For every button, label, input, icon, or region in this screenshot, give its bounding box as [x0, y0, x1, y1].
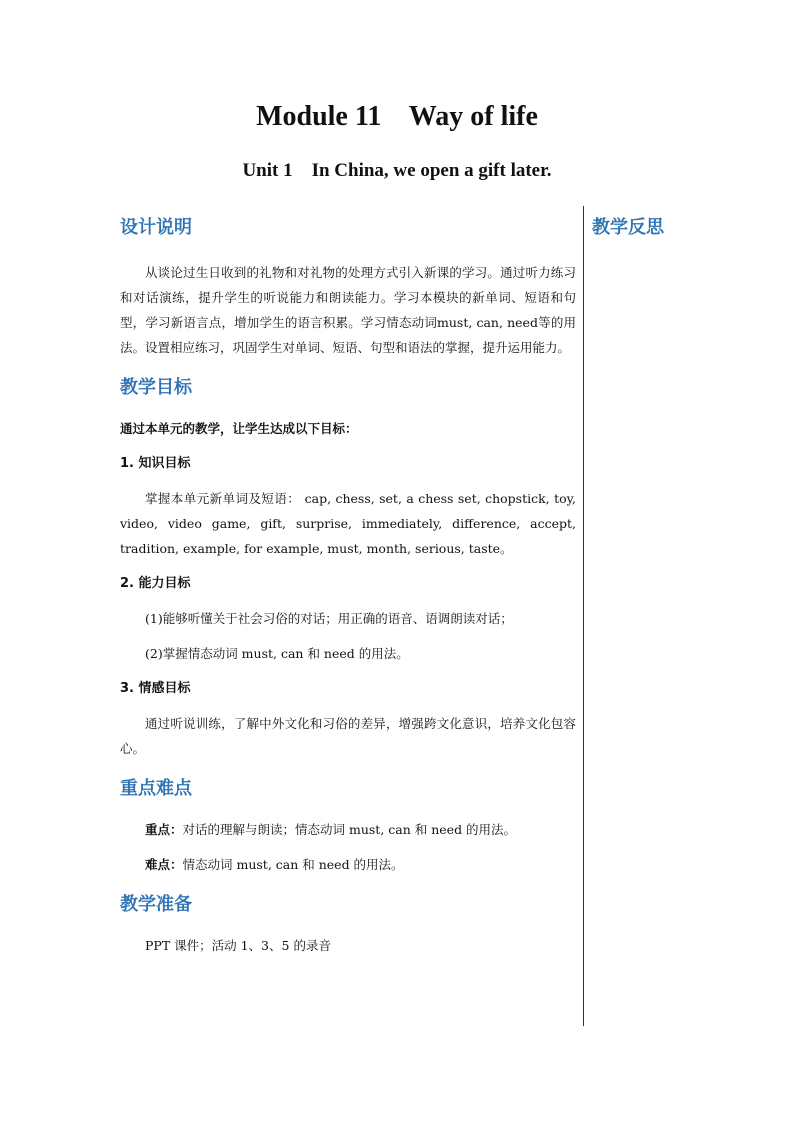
goals-intro: 通过本单元的教学，让学生达成以下目标： [120, 421, 358, 436]
preparation-heading: 教学准备 [120, 894, 192, 915]
focus-label: 重点： [145, 822, 183, 837]
unit-subtitle: Unit 1 In China, we open a gift later. [242, 160, 552, 181]
difficulty-text: 情态动词 must, can 和 need 的用法。 [182, 857, 404, 872]
document-title: Module 11 Way of life [256, 101, 538, 132]
reflection-heading: 教学反思 [592, 217, 664, 238]
difficulty-line [120, 852, 576, 877]
ability-goal-label: 2. 能力目标 [120, 576, 191, 591]
column-divider [583, 206, 584, 1026]
goals-heading: 教学目标 [120, 377, 192, 398]
emotion-goal-label: 3. 情感目标 [120, 681, 191, 696]
emotion-goal-text: 通过听说训练，了解中外文化和习俗的差异，增强跨文化意识，培养文化包容心。 [120, 716, 576, 756]
design-heading: 设计说明 [120, 217, 192, 238]
reflection-column [592, 214, 772, 242]
ability-goal-item-2: (2)掌握情态动词 must, can 和 need 的用法。 [145, 646, 409, 661]
knowledge-goal-label: 1. 知识目标 [120, 456, 191, 471]
knowledge-goal-text: 掌握本单元新单词及短语： cap, chess, set, a chess set, chopstick, toy, video, video game, gift, surprise, immediately, difference, accept, tradition, example, for example, must, month, serious, taste。 [120, 491, 576, 556]
focus-line [120, 817, 576, 842]
ability-goal-item-1: (1)能够听懂关于社会习俗的对话；用正确的语音、语调朗读对话； [145, 611, 513, 626]
focus-text: 对话的理解与朗读；情态动词 must, can 和 need 的用法。 [182, 822, 517, 837]
key-points-heading: 重点难点 [120, 778, 192, 799]
difficulty-label: 难点： [145, 857, 183, 872]
design-text: 从谈论过生日收到的礼物和对礼物的处理方式引入新课的学习。通过听力练习和对话演练，提升学生的听说能力和朗读能力。学习本模块的新单词、短语和句型，学习新语言点，增加学生的语言积累。学习情态动词must, can, need等的用法。设置相应练习，巩固学生对单词、短语、句型和语法的掌握，提升运用能力。 [120, 265, 576, 355]
main-column [120, 214, 576, 958]
preparation-text: PPT 课件；活动 1、3、5 的录音 [145, 938, 331, 953]
